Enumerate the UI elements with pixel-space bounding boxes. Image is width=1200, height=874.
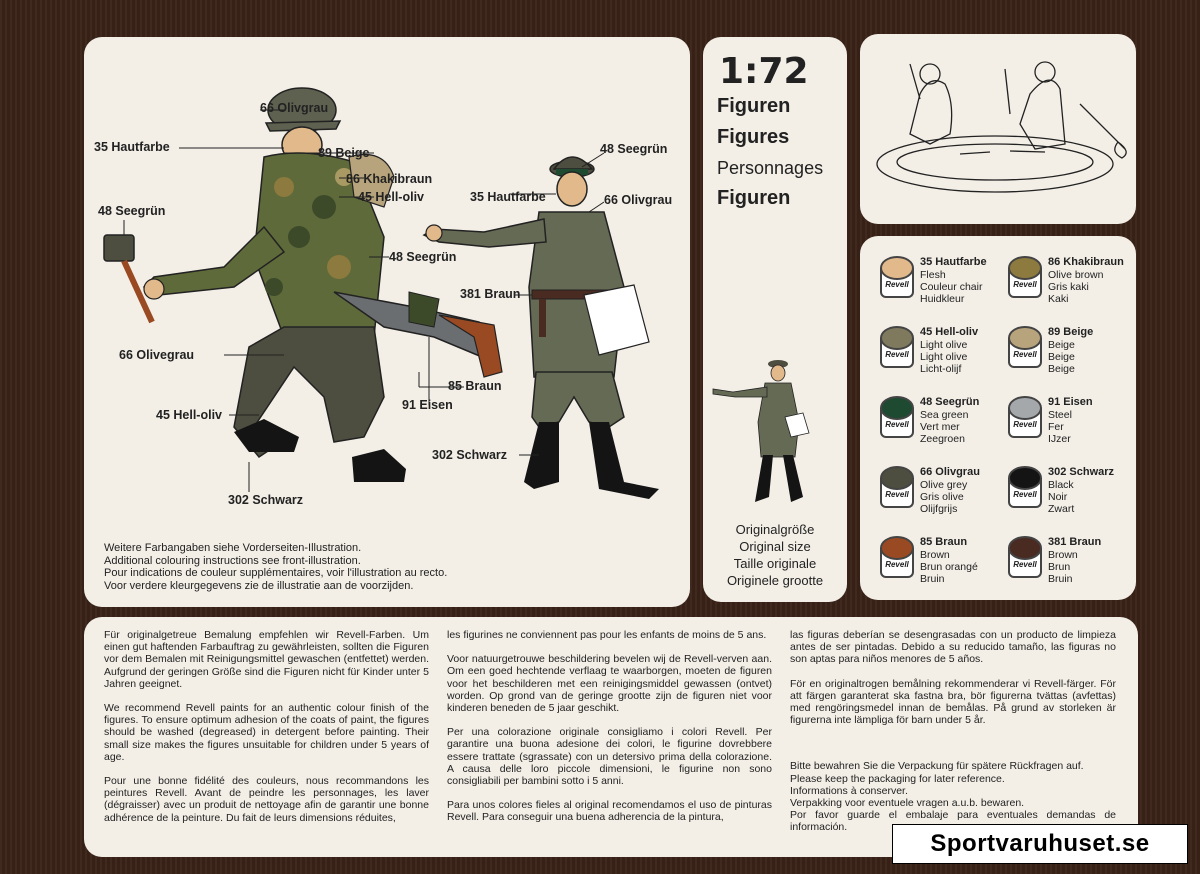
callout-officer-uniform: 66 Olivgrau — [604, 193, 673, 207]
rubber-boat-sketch — [860, 34, 1136, 224]
paint-swatch — [1008, 256, 1134, 318]
paint-swatch — [880, 536, 1006, 598]
paint-translation: Flesh — [920, 269, 946, 281]
painting-guide-panel — [84, 37, 690, 607]
paint-name: 66 Olivgrau — [920, 466, 980, 478]
paint-swatch — [880, 466, 1006, 528]
paint-swatch — [1008, 326, 1134, 388]
callout-grenade: 48 Seegrün — [98, 204, 166, 218]
paint-translation: Gris olive — [920, 491, 964, 503]
paint-translation: Brown — [920, 549, 950, 561]
keep-packaging-note: Bitte bewahren Sie die Verpackung für spätere Rückfragen auf. Please keep the packaging for later reference. Informations à conserver. Verpakking voor eventuele vragen a.u.b. bewaren. Por favor guarde el embalaje para eventuales demandas de información. — [790, 760, 1116, 834]
paint-translation: Steel — [1048, 409, 1072, 421]
paint-translation: Olive grey — [920, 479, 968, 491]
callout-camo-olive: 45 Hell-oliv — [358, 190, 424, 204]
paint-can-icon — [880, 396, 914, 438]
paint-translation: Brown — [1048, 549, 1078, 561]
scale-ratio: 1:72 — [719, 51, 809, 92]
callout-camo-khaki: 86 Khakibraun — [346, 172, 433, 186]
paint-name: 381 Braun — [1048, 536, 1102, 548]
paint-name: 91 Eisen — [1048, 396, 1093, 408]
paint-brand-label: Revell — [1013, 560, 1037, 569]
callout-pouches: 48 Seegrün — [389, 250, 457, 264]
callout-boots: 302 Schwarz — [228, 493, 304, 507]
paint-name: 302 Schwarz — [1048, 466, 1115, 478]
paint-can-icon — [880, 256, 914, 298]
paint-can-icon — [1008, 466, 1042, 508]
instructions-column-1: Für originalgetreue Bemalung empfehlen wir Revell-Farben. Um einen gut haftenden Farbauftrag zu gewährleisten, sollten die Figuren vor dem Bemalen mit Reinigungsmittel gewaschen (entfettet) werden. Aufgrund der geringen Größe sind die Figuren nicht für Kinder unter 5 Jahren geeignet. We recommend Revell paints for an authentic colour finish of the figures. To ensure optimum adhesion of the coats of paint, the figures should be washed (degreased) in detergent before painting. Their small size makes the figures unsuitable for children under 5 years of age. Pour une bonne fidélité des couleurs, nous recommandons les peintures Revell. Avant de peindre les personnages, les laver (dégraisser) avec un produit de nettoyage afin de garantir une bonne adhérence de la peinture. Du fait de leurs dimensions réduites, — [104, 629, 429, 824]
paint-translation: Gris kaki — [1048, 281, 1089, 293]
paint-name: 35 Hautfarbe — [920, 256, 987, 268]
callout-rifle-stock: 85 Braun — [448, 379, 502, 393]
callout-officer-face: 35 Hautfarbe — [470, 190, 546, 204]
instructions-column-2: les figurines ne conviennent pas pour les enfants de moins de 5 ans. Voor natuurgetrouwe beschildering bevelen wij de Revell-verven aan. Om een goed hechtende verflaag te waarborgen, moeten de figuren voor het beschilderen met een reinigingsmiddel gewassen (ontvet) worden. Op grond van de geringe grootte zijn de figuren niet voor kinderen beneden de 5 jaar geschikt. Per una colorazione originale consigliamo i colori Revell. Per garantire una buona adesione dei colori, le figurine dovrebbere essere trattate (sgrassate) con un detersivo prima della colorazione. A causa delle loro piccole dimensioni, le figurine non sono consigliabili per bambini sotto i 5 anni. Para unos colores fieles al original recomendamos el uso de pinturas Revell. Para conseguir una buena adherencia de la pintura, — [447, 629, 772, 824]
paint-brand-label: Revell — [885, 350, 909, 359]
paint-name: 85 Braun — [920, 536, 968, 548]
paint-brand-label: Revell — [1013, 350, 1037, 359]
instructions-panel — [84, 617, 1138, 857]
original-size-figure — [703, 347, 847, 517]
paint-swatch — [880, 396, 1006, 458]
scale-word-de: Figuren — [717, 95, 791, 117]
paint-translation: Beige — [1048, 363, 1075, 375]
paint-translation: Huidkleur — [920, 293, 965, 305]
paint-translation: Couleur chair — [920, 281, 983, 293]
callout-trousers: 66 Olivegrau — [119, 348, 195, 362]
paint-name: 86 Khakibraun — [1048, 256, 1124, 268]
paint-translation: Fer — [1048, 421, 1064, 433]
paint-brand-label: Revell — [885, 420, 909, 429]
callout-bread-bag: 89 Beige — [318, 146, 370, 160]
paint-translation: Noir — [1048, 491, 1068, 503]
paint-translation: Zwart — [1048, 503, 1075, 515]
paint-translation: Light olive — [920, 339, 968, 351]
paint-brand-label: Revell — [1013, 420, 1037, 429]
original-size-label: Originalgröße Original size Taille originale Originele grootte — [726, 522, 824, 588]
paint-translation: Brun orangé — [920, 561, 978, 573]
scale-word-fr: Personnages — [717, 158, 824, 178]
paint-brand-label: Revell — [885, 280, 909, 289]
paint-translation: Zeegroen — [920, 433, 965, 445]
paint-swatch — [880, 256, 1006, 318]
paint-swatch — [1008, 396, 1134, 458]
paint-can-icon — [880, 536, 914, 578]
paint-translation: Bruin — [920, 573, 945, 585]
paint-translation: Olijfgrijs — [920, 503, 958, 515]
callout-gaiters: 45 Hell-oliv — [156, 408, 222, 422]
paint-swatch — [880, 326, 1006, 388]
callout-rifle-metal: 91 Eisen — [402, 398, 453, 412]
paint-translation: Beige — [1048, 351, 1075, 363]
callout-helmet: 66 Olivgrau — [260, 101, 329, 115]
paint-brand-label: Revell — [885, 560, 909, 569]
paint-brand-label: Revell — [1013, 280, 1037, 289]
paint-brand-label: Revell — [885, 490, 909, 499]
colour-note: Weitere Farbangaben siehe Vorderseiten-Illustration. Additional colouring instructions see front-illustration. Pour indications de couleur supplémentaires, voir l'illustration au recto. Voor verdere kleurgegevens zie de illustratie aan de voorzijden. — [104, 542, 448, 592]
paint-swatch — [1008, 466, 1134, 528]
callout-cap-band: 48 Seegrün — [600, 142, 668, 156]
callout-belt: 381 Braun — [460, 287, 521, 301]
paint-can-icon — [880, 466, 914, 508]
callout-face: 35 Hautfarbe — [94, 140, 170, 154]
paint-translation: Bruin — [1048, 573, 1073, 585]
paint-name: 48 Seegrün — [920, 396, 980, 408]
paint-translation: Black — [1048, 479, 1074, 491]
paint-can-icon — [880, 326, 914, 368]
boat-sketch-panel — [860, 34, 1136, 224]
paint-translation: Beige — [1048, 339, 1075, 351]
paint-translation: Sea green — [920, 409, 969, 421]
paint-name: 89 Beige — [1048, 326, 1094, 338]
instructions-column-3: las figuras deberían se desengrasadas con un producto de limpieza antes de ser pintadas. Debido a su reducido tamaño, las figuras no son aptas para niños menores de 5 años. För en originaltrogen bemålning rekommenderar vi Revell-färger. För att färgen garanterat ska fastna bra, bör figurerna tvättas (avfettas) med rengöringsmedel innan de bemålas. På grund av storleken är figurerna inte lämpliga för barn under 5 år. Bitte bewahren Sie die Verpackung für spätere Rückfragen auf. Please keep the packaging for later reference. Informations à conserver. Verpakking voor eventuele vragen a.u.b. bewaren. Por favor guarde el embalaje para eventuales demandas de información. — [790, 629, 1116, 834]
paint-brand-label: Revell — [1013, 490, 1037, 499]
paint-chart-panel — [860, 236, 1136, 600]
paint-can-icon — [1008, 326, 1042, 368]
paint-translation: Olive brown — [1048, 269, 1104, 281]
paint-translation: Brun — [1048, 561, 1071, 573]
paint-translation: IJzer — [1048, 433, 1071, 445]
paint-name: 45 Hell-oliv — [920, 326, 979, 338]
paint-can-icon — [1008, 536, 1042, 578]
figures-illustration — [84, 37, 690, 607]
paint-translation: Vert mer — [920, 421, 960, 433]
callout-officer-boots: 302 Schwarz — [432, 448, 508, 462]
paint-translation: Kaki — [1048, 293, 1069, 305]
watermark-label: Sportvaruhuset.se — [892, 824, 1188, 864]
paint-can-icon — [1008, 256, 1042, 298]
paint-swatch — [1008, 536, 1134, 598]
paint-translation: Light olive — [920, 351, 968, 363]
scale-panel — [703, 37, 847, 602]
paint-translation: Licht-olijf — [920, 363, 962, 375]
paint-can-icon — [1008, 396, 1042, 438]
scale-word-en: Figures — [717, 126, 790, 148]
scale-word-nl: Figuren — [717, 187, 791, 209]
